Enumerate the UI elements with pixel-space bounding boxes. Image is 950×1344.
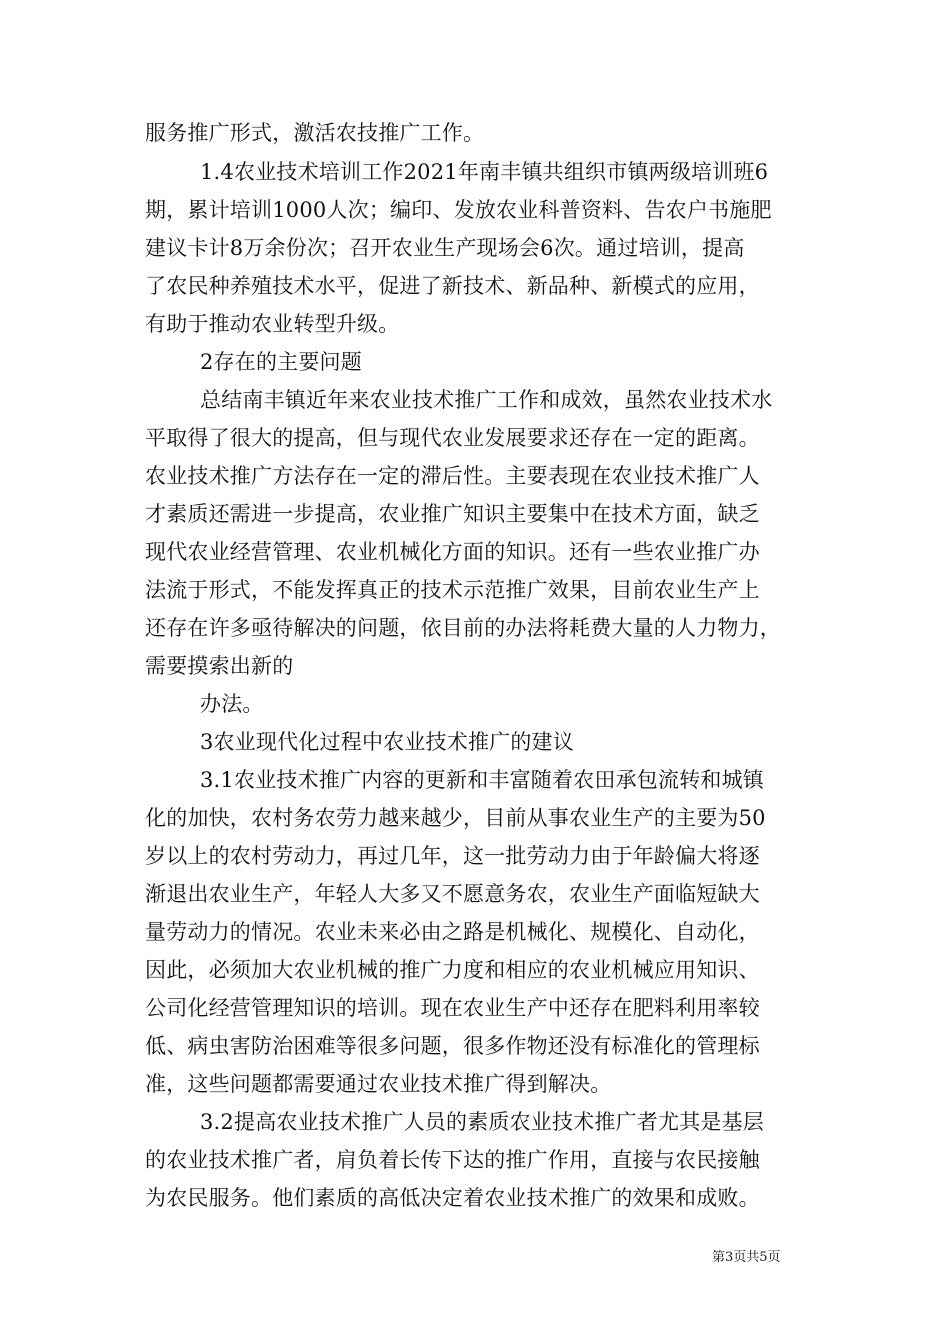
text-line: 为农民服务。他们素质的高低决定着农业技术推广的效果和成败。 (145, 1186, 760, 1210)
text-line: 1.4农业技术培训工作2021年南丰镇共组织市镇两级培训班6 (200, 160, 769, 184)
text-line: 准，这些问题都需要通过农业技术推广得到解决。 (145, 1072, 612, 1096)
text-line: 还存在许多亟待解决的问题，依目前的办法将耗费大量的人力物力， (145, 616, 781, 640)
text-line: 有助于推动农业转型升级。 (145, 312, 400, 336)
text-line: 农业技术推广方法存在一定的滞后性。主要表现在农业技术推广人 (145, 464, 760, 488)
text-line: 因此，必须加大农业机械的推广力度和相应的农业机械应用知识、 (145, 958, 760, 982)
text-line: 需要摸索出新的 (145, 654, 294, 678)
text-line: 法流于形式，不能发挥真正的技术示范推广效果，目前农业生产上 (145, 578, 760, 602)
text-line: 建议卡计8万余份次；召开农业生产现场会6次。通过培训，提高 (145, 236, 745, 260)
text-line: 办法。 (200, 692, 264, 716)
page-number: 第3页共5页 (712, 1250, 781, 1265)
text-line: 服务推广形式，激活农技推广工作。 (145, 121, 485, 145)
text-line: 总结南丰镇近年来农业技术推广工作和成效，虽然农业技术水 (200, 388, 773, 412)
text-line: 低、病虫害防治困难等很多问题，很多作物还没有标准化的管理标 (145, 1034, 760, 1058)
text-line: 量劳动力的情况。农业未来必由之路是机械化、规模化、自动化， (145, 920, 760, 944)
text-line: 才素质还需进一步提高，农业推广知识主要集中在技术方面，缺乏 (145, 502, 760, 526)
text-line: 渐退出农业生产，年轻人大多又不愿意务农，农业生产面临短缺大 (145, 882, 760, 906)
text-line: 了农民种养殖技术水平，促进了新技术、新品种、新模式的应用， (145, 274, 760, 298)
section-heading: 2存在的主要问题 (200, 350, 362, 374)
section-heading: 3农业现代化过程中农业技术推广的建议 (200, 730, 574, 754)
text-line: 岁以上的农村劳动力，再过几年，这一批劳动力由于年龄偏大将逐 (145, 844, 760, 868)
text-line: 公司化经营管理知识的培训。现在农业生产中还存在肥料利用率较 (145, 996, 760, 1020)
text-line: 期，累计培训1000人次；编印、发放农业科普资料、告农户书施肥 (145, 198, 772, 222)
text-line: 平取得了很大的提高，但与现代农业发展要求还存在一定的距离。 (145, 426, 760, 450)
text-line: 化的加快，农村务农劳力越来越少，目前从事农业生产的主要为50 (145, 806, 766, 830)
text-line: 3.1农业技术推广内容的更新和丰富随着农田承包流转和城镇 (200, 768, 764, 792)
text-line: 的农业技术推广者，肩负着长传下达的推广作用，直接与农民接触 (145, 1148, 760, 1172)
text-line: 3.2提高农业技术推广人员的素质农业技术推广者尤其是基层 (200, 1110, 764, 1134)
text-line: 现代农业经营管理、农业机械化方面的知识。还有一些农业推广办 (145, 540, 760, 564)
